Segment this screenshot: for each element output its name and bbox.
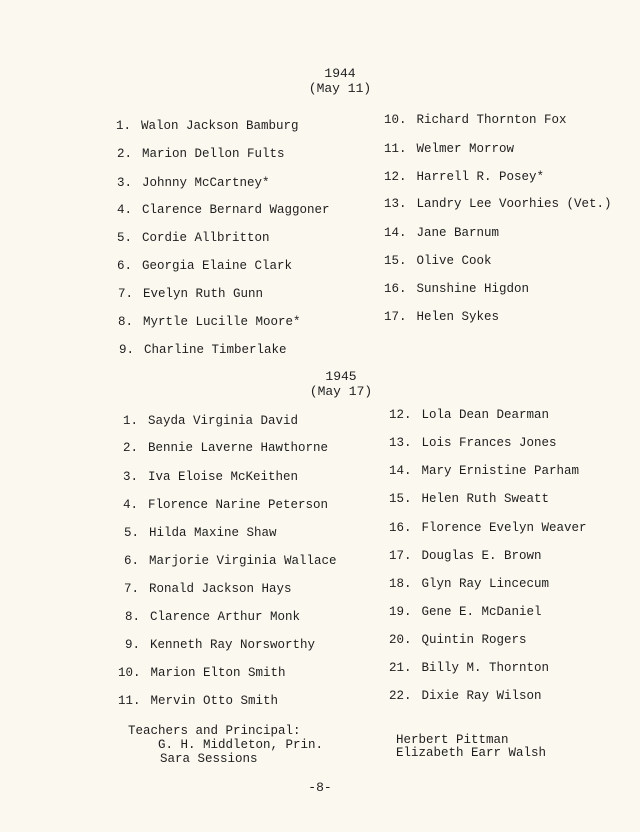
list-item: 15. Helen Ruth Sweatt [389,492,550,506]
list-item: 1. Walon Jackson Bamburg [116,119,299,133]
list-item: 18. Glyn Ray Lincecum [389,577,550,591]
list-item: 20. Quintin Rogers [389,633,527,647]
list-item: 6. Marjorie Virginia Wallace [124,554,337,568]
list-item: 13. Landry Lee Voorhies (Vet.) [384,197,612,211]
list-item: 17. Douglas E. Brown [389,549,542,563]
list-item: 2. Marion Dellon Fults [117,147,285,161]
heading-1945 [296,369,386,399]
list-item: 19. Gene E. McDaniel [389,605,542,619]
list-item: 11. Mervin Otto Smith [118,694,279,708]
staff-teacher: Sara Sessions [160,752,258,766]
list-item: 15. Olive Cook [384,254,492,268]
list-item: 4. Clarence Bernard Waggoner [117,203,330,217]
heading-1944 [300,66,380,96]
list-item: 3. Johnny McCartney* [117,176,270,190]
list-item: 3. Iva Eloise McKeithen [123,470,299,484]
list-item: 8. Myrtle Lucille Moore* [118,315,301,329]
list-item: 9. Charline Timberlake [119,343,287,357]
list-item: 7. Evelyn Ruth Gunn [118,287,264,301]
date-1945: (May 17) [309,384,373,399]
page-number: -8- [308,780,332,795]
list-item: 10. Marion Elton Smith [118,666,286,680]
list-item: 6. Georgia Elaine Clark [117,259,293,273]
list-item: 22. Dixie Ray Wilson [389,689,542,703]
year-1944: 1944 [324,66,356,81]
list-item: 13. Lois Frances Jones [389,436,557,450]
list-item: 17. Helen Sykes [384,310,500,324]
list-item: 11. Welmer Morrow [384,142,515,156]
list-item: 2. Bennie Laverne Hawthorne [123,441,329,455]
staff-principal: G. H. Middleton, Prin. [158,738,324,752]
list-item: 14. Mary Ernistine Parham [389,464,580,478]
list-item: 16. Sunshine Higdon [384,282,530,296]
list-item: 10. Richard Thornton Fox [384,113,567,127]
list-item: 1. Sayda Virginia David [123,414,299,428]
list-item: 9. Kenneth Ray Norsworthy [125,638,316,652]
staff-teacher: Herbert Pittman [396,733,509,747]
list-item: 7. Ronald Jackson Hays [124,582,292,596]
staff-heading: Teachers and Principal: [128,724,301,738]
list-item: 4. Florence Narine Peterson [123,498,329,512]
list-item: 12. Harrell R. Posey* [384,170,545,184]
date-1944: (May 11) [308,81,372,96]
year-1945: 1945 [325,369,357,384]
list-item: 12. Lola Dean Dearman [389,408,550,422]
list-item: 21. Billy M. Thornton [389,661,550,675]
list-item: 14. Jane Barnum [384,226,500,240]
list-item: 5. Cordie Allbritton [117,231,270,245]
staff-teacher: Elizabeth Earr Walsh [396,746,547,760]
list-item: 16. Florence Evelyn Weaver [389,521,587,535]
list-item: 5. Hilda Maxine Shaw [124,526,277,540]
list-item: 8. Clarence Arthur Monk [125,610,301,624]
